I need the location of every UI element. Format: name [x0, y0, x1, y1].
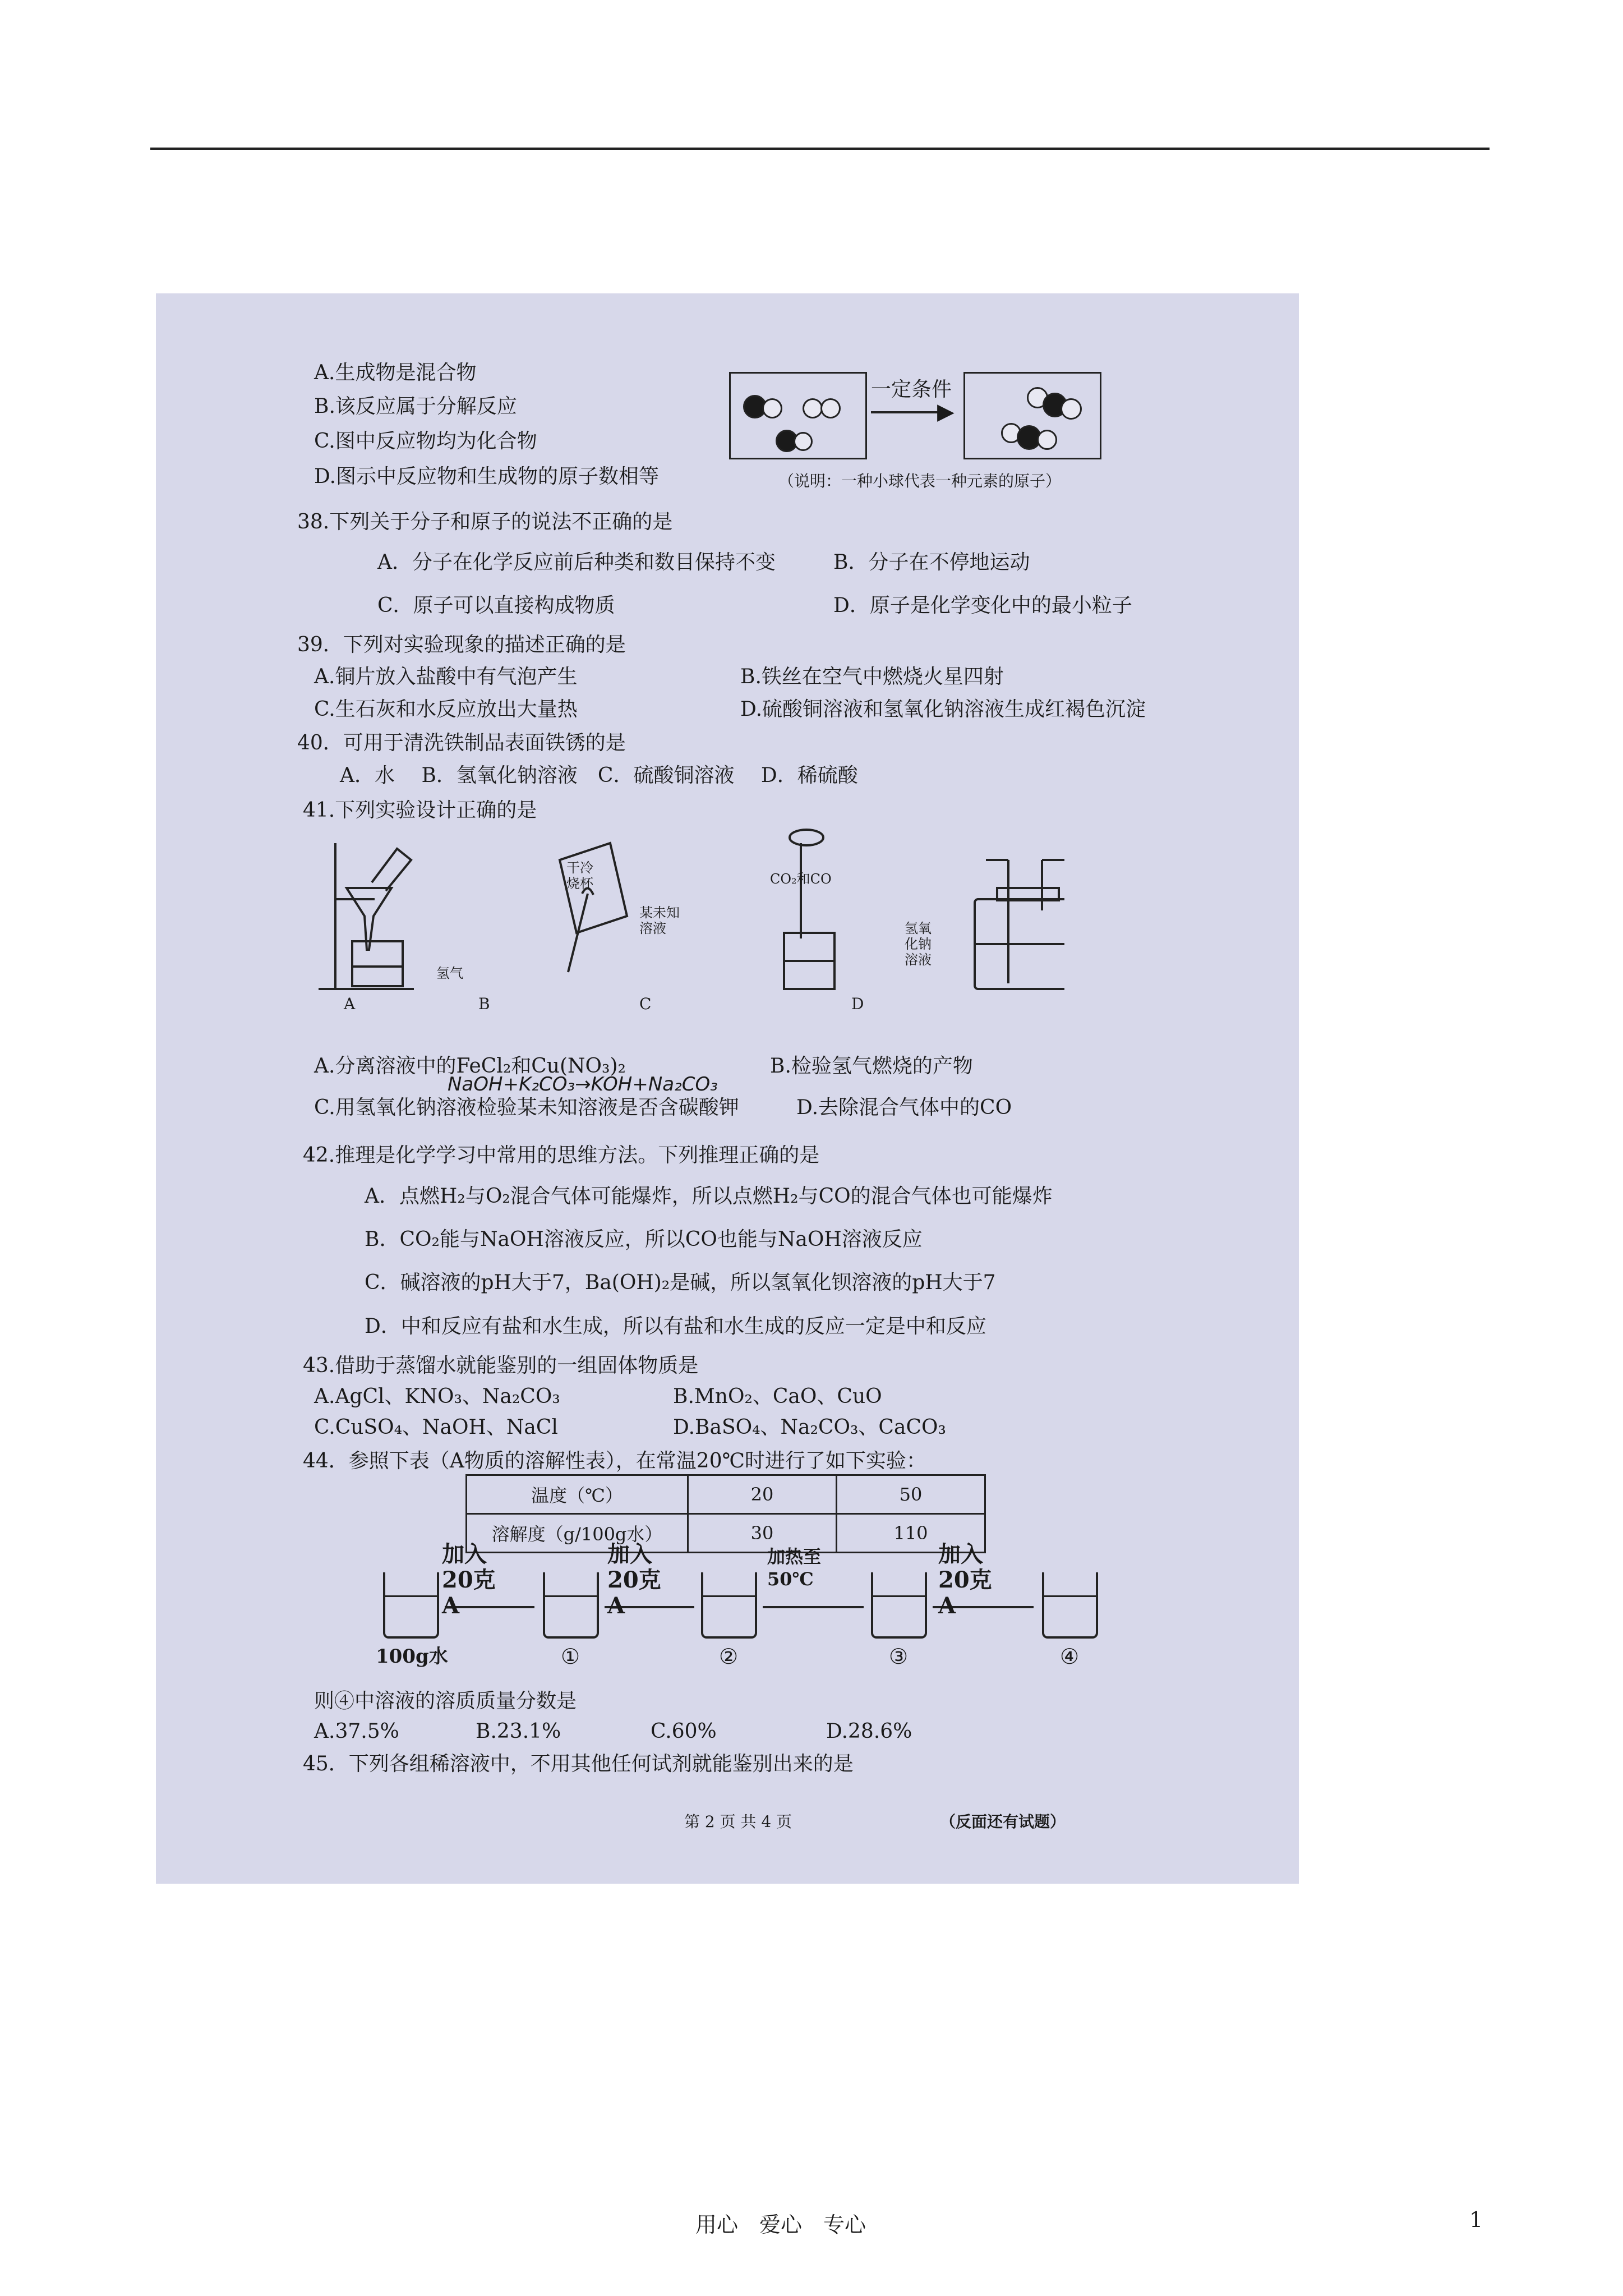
reaction-condition: 一定条件	[871, 378, 952, 401]
table-row	[467, 1475, 985, 1514]
q45-stem: 45．下列各组稀溶液中，不用其他任何试剂就能鉴别出来的是	[303, 1752, 854, 1775]
q40-stem: 40．可用于清洗铁制品表面铁锈的是	[297, 731, 626, 754]
beaker-1	[543, 1572, 599, 1639]
header-rule	[150, 148, 1490, 150]
arrow-head-icon: ▶	[937, 399, 955, 425]
scan-continue-note: （反面还有试题）	[940, 1812, 1066, 1831]
table-cell: 110	[837, 1514, 985, 1553]
label-cold-beaker: 干冷烧杯	[566, 860, 593, 891]
q38-stem: 38.下列关于分子和原子的说法不正确的是	[297, 510, 673, 533]
light-atom	[762, 398, 782, 418]
beaker-label-4: ④	[1060, 1644, 1080, 1669]
q42-option-a: A．点燃H₂与O₂混合气体可能爆炸，所以点燃H₂与CO的混合气体也可能爆炸	[365, 1185, 1053, 1208]
light-atom	[803, 398, 823, 418]
figure-label-b: B	[478, 995, 490, 1013]
beaker-0	[383, 1572, 439, 1639]
apparatus-a-filtration	[319, 843, 414, 989]
step-2-label: 加入20克A	[607, 1541, 661, 1619]
q41-option-a: A.分离溶液中的FeCl₂和Cu(NO₃)₂	[314, 1055, 626, 1078]
figure-label-a: A	[344, 995, 356, 1013]
q41-option-c: C.用氢氧化钠溶液检验某未知溶液是否含碳酸钾	[314, 1096, 739, 1119]
q43-stem: 43.借助于蒸馏水就能鉴别的一组固体物质是	[303, 1354, 699, 1377]
table-cell: 溶解度（g/100g水）	[467, 1514, 688, 1553]
q38-option-a: A．分子在化学反应前后种类和数目保持不变	[377, 551, 776, 574]
q42-option-b: B．CO₂能与NaOH溶液反应，所以CO也能与NaOH溶液反应	[365, 1228, 923, 1251]
q38-option-d: D．原子是化学变化中的最小粒子	[833, 594, 1132, 617]
light-atom	[794, 432, 813, 451]
q37-option-c: C.图中反应物均为化合物	[314, 430, 537, 453]
beaker-label-3: ③	[889, 1644, 909, 1669]
diagram-note: （说明：一种小球代表一种元素的原子）	[778, 472, 1062, 490]
figure-label-c: C	[639, 995, 652, 1013]
product-box	[963, 372, 1101, 459]
table-cell: 50	[837, 1475, 985, 1514]
q42-option-d: D．中和反应有盐和水生成，所以有盐和水生成的反应一定是中和反应	[365, 1315, 986, 1338]
light-atom	[1061, 398, 1082, 420]
solubility-table	[465, 1474, 986, 1553]
apparatus-c-dropper	[784, 830, 834, 989]
q39-option-c: C.生石灰和水反应放出大量热	[314, 698, 578, 721]
q39-option-b: B.铁丝在空气中燃烧火星四射	[740, 665, 1004, 688]
q41-option-d: D.去除混合气体中的CO	[796, 1096, 1012, 1119]
q39-option-d: D.硫酸铜溶液和氢氧化钠溶液生成红褐色沉淀	[740, 698, 1146, 721]
beaker-3	[871, 1572, 927, 1639]
step-arrow	[763, 1606, 864, 1608]
label-hydrogen: 氢气	[436, 965, 463, 981]
q39-option-a: A.铜片放入盐酸中有气泡产生	[314, 665, 578, 688]
label-unknown-solution: 某未知溶液	[639, 905, 680, 936]
step-3-label: 加热至50℃	[767, 1546, 822, 1590]
table-cell: 温度（℃）	[467, 1475, 688, 1514]
label-naoh-solution: 氢氧化钠溶液	[905, 921, 932, 968]
footer-page-number: 1	[1469, 2207, 1483, 2232]
q44-question: 则④中溶液的溶质质量分数是	[314, 1690, 577, 1713]
q41-stem: 41.下列实验设计正确的是	[303, 799, 537, 822]
beaker-label-1: ①	[561, 1644, 580, 1669]
q38-option-c: C．原子可以直接构成物质	[377, 594, 615, 617]
table-cell: 20	[688, 1475, 837, 1514]
scan-page-indicator: 第 2 页 共 4 页	[684, 1812, 792, 1831]
reaction-arrow	[871, 411, 944, 413]
q42-stem: 42.推理是化学学习中常用的思维方法。下列推理正确的是	[303, 1144, 820, 1167]
footer-motto: 用心 爱心 专心	[695, 2212, 866, 2237]
beaker-4	[1042, 1572, 1098, 1639]
q43-option-d: D.BaSO₄、Na₂CO₃、CaCO₃	[673, 1416, 946, 1439]
q39-stem: 39．下列对实验现象的描述正确的是	[297, 633, 626, 656]
q38-option-b: B．分子在不停地运动	[833, 551, 1030, 574]
q43-option-b: B.MnO₂、CaO、CuO	[673, 1385, 882, 1408]
step-4-label: 加入20克A	[938, 1541, 992, 1619]
q41-option-b: B.检验氢气燃烧的产物	[770, 1055, 973, 1078]
table-cell: 30	[688, 1514, 837, 1553]
light-atom	[820, 398, 841, 418]
q43-option-a: A.AgCl、KNO₃、Na₂CO₃	[314, 1385, 560, 1408]
label-gas-mixture: CO₂和CO	[770, 871, 832, 887]
step-1-label: 加入20克A	[442, 1541, 496, 1619]
light-atom	[1037, 430, 1057, 450]
q44-option-b: B.23.1%	[476, 1720, 561, 1743]
q44-option-d: D.28.6%	[826, 1720, 912, 1743]
q44-stem: 44．参照下表（A物质的溶解性表），在常温20℃时进行了如下实验：	[303, 1450, 926, 1473]
table-row	[467, 1514, 985, 1553]
q41-apparatus-figure	[313, 821, 1064, 1034]
q42-option-c: C．碱溶液的pH大于7，Ba(OH)₂是碱，所以氢氧化钡溶液的pH大于7	[365, 1271, 996, 1294]
beaker-2	[701, 1572, 757, 1639]
apparatus-d-gas-washing	[975, 860, 1064, 989]
scanned-exam-page	[156, 293, 1299, 1884]
q37-option-b: B.该反应属于分解反应	[314, 395, 517, 418]
q40-options: A．水 B．氢氧化钠溶液 C．硫酸铜溶液 D．稀硫酸	[340, 764, 858, 787]
q37-option-d: D.图示中反应物和生成物的原子数相等	[314, 465, 660, 488]
q44-option-c: C.60%	[651, 1720, 717, 1743]
beaker-label-water: 100g水	[376, 1645, 448, 1668]
figure-label-d: D	[851, 995, 864, 1013]
q37-option-a: A.生成物是混合物	[314, 361, 477, 384]
beaker-label-2: ②	[719, 1644, 739, 1669]
reactant-box	[729, 372, 867, 459]
q44-option-a: A.37.5%	[314, 1720, 399, 1743]
q43-option-c: C.CuSO₄、NaOH、NaCl	[314, 1416, 558, 1439]
handwritten-equation: NaOH+K₂CO₃→KOH+Na₂CO₃	[448, 1073, 718, 1096]
